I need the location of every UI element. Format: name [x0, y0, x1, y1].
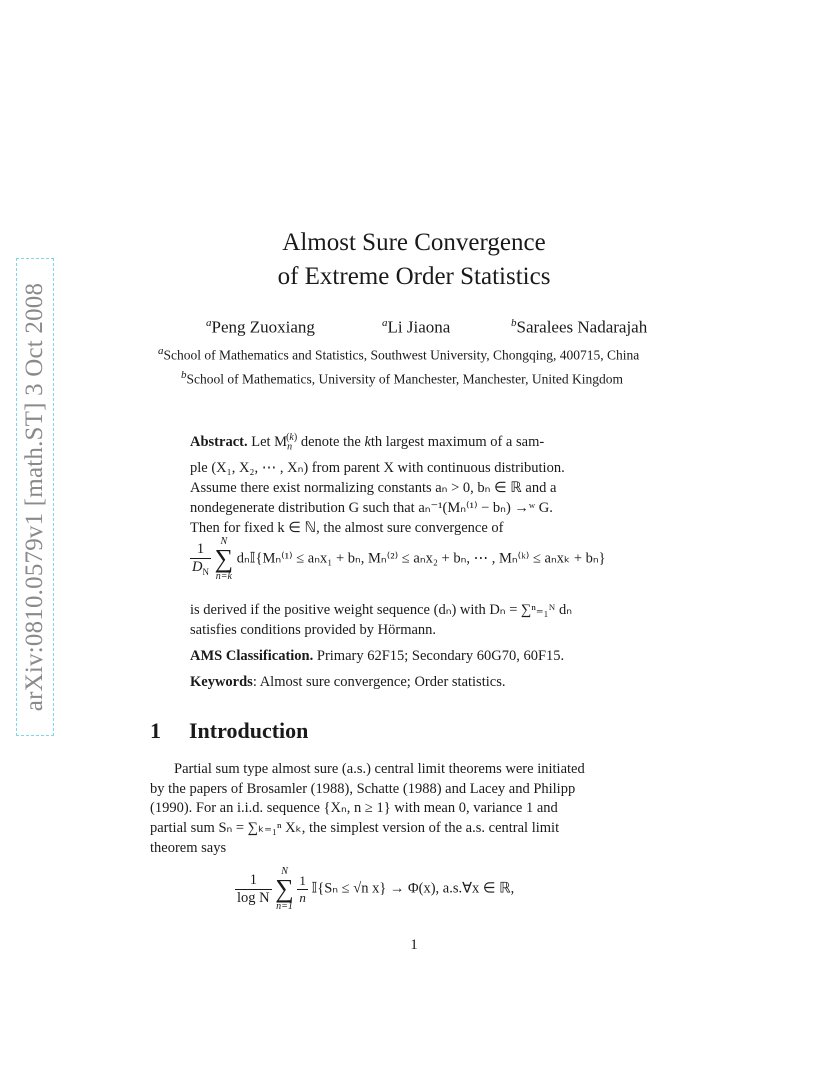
equation-fraction: $\frac{1}{\text{log N}}$	[237, 871, 270, 906]
keywords: Keywords: Almost sure convergence; Order statistics.	[190, 674, 506, 690]
intro-line-2: by the papers of Brosamler (1988), Schatte (1988) and Lacey and Philipp	[150, 780, 576, 797]
abstract-equation: $\frac{1}{D_N}$ N ∑ n=k dₙ𝕀{Mₙ⁽¹⁾ ≤ aₙx₁ + bₙ, Mₙ⁽²⁾ ≤ aₙx₂ + bₙ, ⋯ , Mₙ⁽ᵏ⁾ ≤ aₙxₖ + bₙ}	[192, 536, 606, 582]
page-number: 1	[410, 937, 418, 953]
intro-line-1: Partial sum type almost sure (a.s.) central limit theorems were initiated	[174, 761, 585, 777]
author-1: $^a$Peng Zuoxiang	[206, 317, 315, 337]
section-title: Introduction	[189, 718, 309, 743]
arxiv-stamp: arXiv:0810.0579v1 [math.ST] 3 Oct 2008	[21, 282, 48, 712]
affiliation-a: $^a$School of Mathematics and Statistics, Southwest University, Chongqing, 400715, China	[158, 345, 640, 363]
abstract-continued	[190, 600, 636, 640]
summation-symbol: N ∑ n=1	[275, 866, 294, 912]
abstract-line-1: Abstract. Let $M_n^{(k)}$ denote the kth largest maximum of a sam-	[190, 432, 545, 453]
intro-line-3: (1990). For an i.i.d. sequence {Xₙ, n ≥ 1} with mean 0, variance 1 and	[150, 800, 558, 817]
intro-line-5: theorem says	[150, 839, 227, 856]
inner-fraction: $\frac{1}{n}$	[299, 872, 306, 905]
author-3: $^b$Saralees Nadarajah	[511, 317, 648, 337]
abstract-line-5: Then for fixed k ∈ ℕ, the almost sure convergence of	[190, 519, 504, 536]
abstract	[190, 428, 636, 538]
section-number: 1	[150, 718, 161, 743]
title-line-2: of Extreme Order Statistics	[277, 263, 551, 290]
abstract-line-6: is derived if the positive weight sequence (dₙ) with Dₙ = ∑ⁿ₌₁ᴺ dₙ	[190, 602, 572, 618]
abstract-line-7: satisfies conditions provided by Hörmann.	[190, 622, 437, 638]
title-line-1: Almost Sure Convergence	[282, 229, 546, 256]
summation-symbol: N ∑ n=k	[214, 536, 234, 582]
abstract-line-2: ple (X₁, X₂, ⋯ , Xₙ) from parent X with continuous distribution.	[190, 459, 565, 476]
intro-paragraph	[150, 760, 675, 859]
equation-fraction: $\frac{1}{D_N}$	[192, 541, 209, 577]
author-2: $^a$Li Jiaona	[382, 317, 451, 337]
affiliation-b: $^b$School of Mathematics, University of Manchester, Manchester, United Kingdom	[181, 369, 623, 387]
abstract-line-4: nondegenerate distribution G such that aₙ⁻¹(Mₙ⁽¹⁾ − bₙ) →ʷ G.	[190, 499, 553, 516]
abstract-line-3: Assume there exist normalizing constants aₙ > 0, bₙ ∈ ℝ and a	[190, 479, 557, 496]
intro-equation: $\frac{1}{\text{log N}}$ N ∑ n=1 $\frac{1}{n}$ 𝕀{Sₙ ≤ √n x} → Φ(x), a.s.∀x ∈ ℝ,	[237, 866, 515, 912]
intro-line-4: partial sum Sₙ = ∑ₖ₌₁ⁿ Xₖ, the simplest version of the a.s. central limit	[150, 820, 560, 837]
ams-classification: AMS Classification. Primary 62F15; Secondary 60G70, 60F15.	[190, 648, 565, 664]
